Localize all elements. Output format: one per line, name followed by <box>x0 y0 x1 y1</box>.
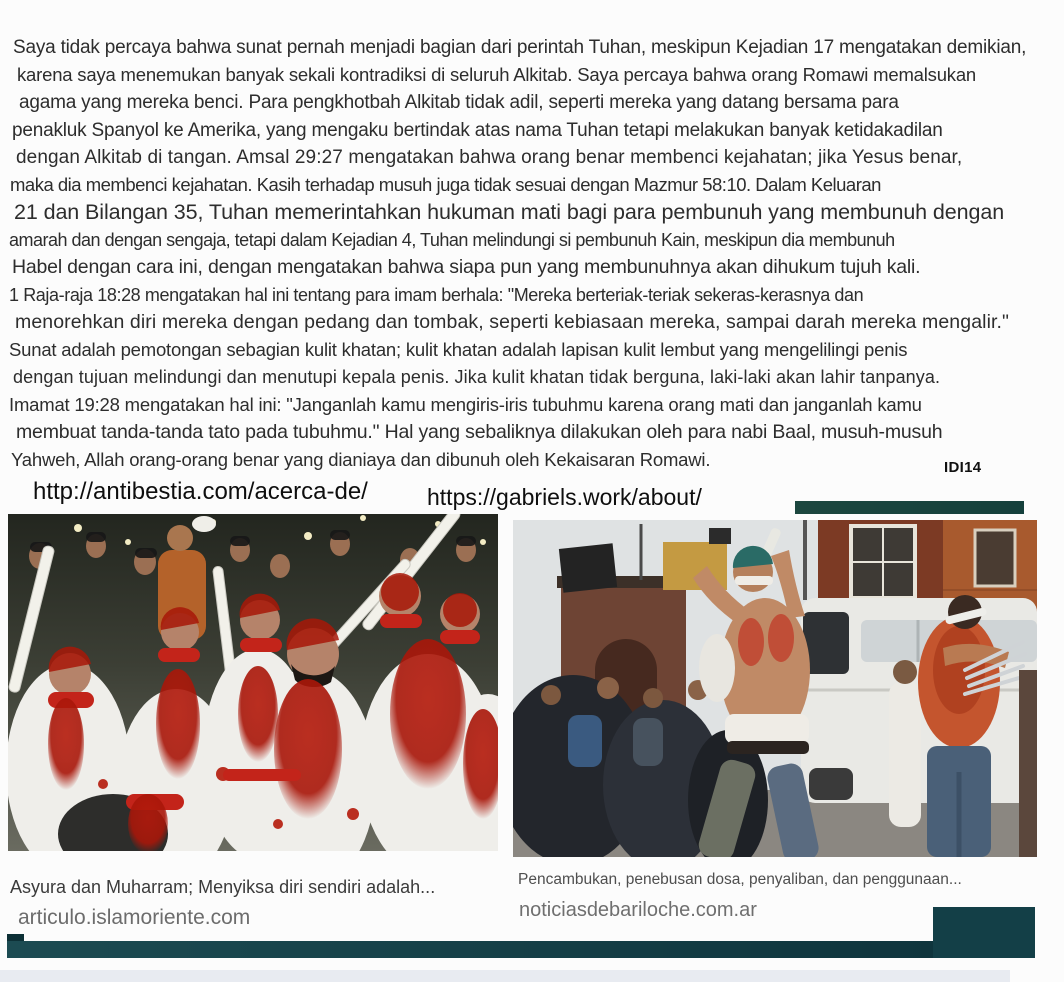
source-url-left[interactable]: http://antibestia.com/acerca-de/ <box>33 478 368 505</box>
article-line: penakluk Spanyol ke Amerika, yang mengaku bertindak atas nama Tuhan tetapi melakukan banyak ketidakadilan <box>12 120 943 141</box>
orange-figure-head <box>167 525 193 551</box>
teal-bottom-bar <box>7 941 933 958</box>
article-line: amarah dan dengan sengaja, tetapi dalam Kejadian 4, Tuhan melindungi si pembunuh Kain, meskipun dia membunuh <box>9 230 895 250</box>
article-line: agama yang mereka benci. Para pengkhotbah Alkitab tidak adil, seperti mereka yang datang bersama para <box>19 92 899 113</box>
result-photo-right[interactable] <box>513 520 1037 857</box>
article-line: Habel dengan cara ini, dengan mengatakan bahwa siapa pun yang membunuhnya akan dihukum tujuh kali. <box>12 256 921 278</box>
result-photo-left[interactable] <box>8 514 498 851</box>
article-line: 1 Raja-raja 18:28 mengatakan hal ini tentang para imam berhala: "Mereka berteriak-teriak sekeras-kerasnya dan <box>9 285 864 305</box>
article-line: 21 dan Bilangan 35, Tuhan memerintahkan hukuman mati bagi para pembunuh yang membunuh dengan <box>14 200 1005 224</box>
article-line: dengan tujuan melindungi dan menutupi kepala penis. Jika kulit khatan tidak berguna, laki-laki akan lahir tanpanya. <box>13 367 941 387</box>
result-domain-right: noticiasdebariloche.com.ar <box>519 899 757 921</box>
white-cap <box>192 516 216 532</box>
article-line: karena saya menemukan banyak sekali kontradiksi di seluruh Alkitab. Saya percaya bahwa orang Romawi memalsukan <box>17 64 977 85</box>
photo-right-illustration <box>513 520 1037 857</box>
article-line: Yahweh, Allah orang-orang benar yang dianiaya dan dibunuh oleh Kekaisaran Romawi. <box>11 449 711 470</box>
article-line: membuat tanda-tanda tato pada tubuhmu." Hal yang sebaliknya dilakukan oleh para nabi Baal, musuh-musuh <box>16 421 943 443</box>
red-sash <box>223 769 301 781</box>
teal-top-bar <box>795 501 1024 514</box>
article-line: maka dia membenci kejahatan. Kasih terhadap musuh juga tidak sesuai dengan Mazmur 58:10. Dalam Keluaran <box>10 174 881 195</box>
result-domain-left: articulo.islamoriente.com <box>18 906 251 929</box>
source-url-right[interactable]: https://gabriels.work/about/ <box>427 484 702 510</box>
result-caption-left: Asyura dan Muharram; Menyiksa diri sendiri adalah... <box>10 877 436 897</box>
white-robed-bystander <box>889 660 921 827</box>
article-line: Saya tidak percaya bahwa sunat pernah menjadi bagian dari perintah Tuhan, meskipun Kejadian 17 mengatakan demikian, <box>13 37 1027 58</box>
teal-bottom-block <box>933 907 1035 958</box>
article-line: Sunat adalah pemotongan sebagian kulit khatan; kulit khatan adalah lapisan kulit lembut yang mengelilingi penis <box>9 339 908 360</box>
article-line: Imamat 19:28 mengatakan hal ini: "Janganlah kamu mengiris-iris tubuhmu karena orang mati dan janganlah kamu <box>9 394 922 415</box>
right-edge-shadow <box>1019 670 1037 857</box>
watermark-code: IDI14 <box>944 459 982 476</box>
bottom-gray-strip <box>0 970 1010 982</box>
result-caption-right: Pencambukan, penebusan dosa, penyaliban, dan penggunaan... <box>518 871 962 888</box>
article-line: menorehkan diri mereka dengan pedang dan tombak, seperti kebiasaan mereka, sampai darah mereka mengalir." <box>15 311 1010 333</box>
photo-left-illustration <box>8 514 498 851</box>
article-line: dengan Alkitab di tangan. Amsal 29:27 mengatakan bahwa orang benar membenci kejahatan; jika Yesus benar, <box>16 147 963 168</box>
